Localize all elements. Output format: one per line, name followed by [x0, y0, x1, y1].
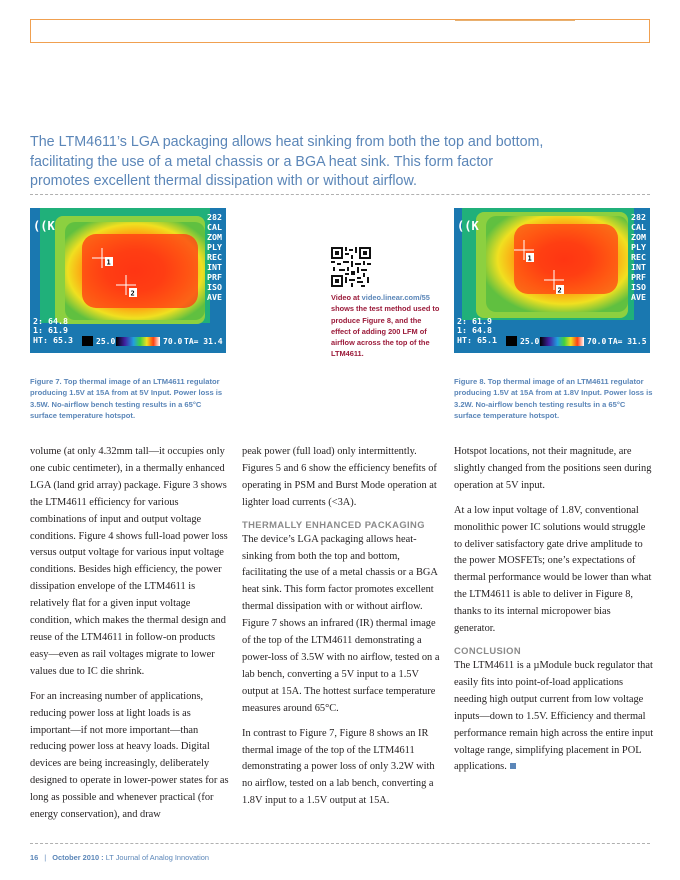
svg-text:HT: 65.1: HT: 65.1 [457, 335, 497, 345]
fig8-ta: TA= 31.5 [608, 337, 647, 346]
footer-journal: LT Journal of Analog Innovation [105, 853, 209, 862]
svg-text:HT: 65.3: HT: 65.3 [33, 335, 73, 345]
section-heading: THERMALLY ENHANCED PACKAGING [242, 518, 425, 530]
svg-text:PLY: PLY [207, 242, 222, 252]
svg-text:AVE: AVE [631, 292, 646, 302]
body-column-1 [30, 444, 230, 824]
svg-text:CAL: CAL [207, 222, 222, 232]
svg-text:PRF: PRF [631, 272, 646, 282]
fig7-readout [33, 316, 73, 345]
svg-text:2: 61.9: 2: 61.9 [457, 316, 492, 326]
figure8-thermal-image [454, 208, 650, 353]
divider-bottom [30, 843, 650, 844]
footer-separator: | [44, 853, 47, 862]
paragraph: Hotspot locations, not their magnitude, are slightly changed from the positions seen during operation at 5V input. [454, 446, 652, 491]
svg-text:1: 64.8: 1: 64.8 [457, 325, 492, 335]
page-number: 16 [30, 853, 39, 862]
fig8-marker2: 2 [557, 286, 562, 295]
svg-text:ZOM: ZOM [631, 232, 646, 242]
footer-issue: October 2010 : [52, 853, 104, 862]
paragraph: At a low input voltage of 1.8V, conventional monolithic power IC solutions would struggle to deliver satisfactory gate drive amplitude to the power MOSFETs; one’s expectations of thermal performance would be lower than what the LTM4611 is able to deliver in Figure 8, thanks to its internal micropower bias generator. [454, 504, 652, 635]
paragraph: In contrast to Figure 7, Figure 8 shows an IR thermal image of the top of the LTM4611 demonstrating a power loss of only 3.2W with no airflow, tested on a lab bench, converting a 1.8V input to a 1.5V output at 15A. [242, 727, 435, 807]
svg-text:AVE: AVE [207, 292, 222, 302]
fig8-menu [631, 212, 646, 302]
qr-code[interactable] [331, 247, 371, 287]
header-bar [30, 19, 650, 43]
fig7-scale-low: 25.0 [96, 337, 116, 346]
svg-text:REC: REC [631, 252, 646, 262]
header-accent-line [455, 20, 575, 21]
footer [30, 853, 209, 862]
svg-text:PRF: PRF [207, 272, 222, 282]
pull-quote: The LTM4611’s LGA packaging allows heat sinking from both the top and bottom, facilitating the use of a metal chassis or a BGA heat sink. This form factor promotes excellent thermal dissipation with or without airflow. [30, 134, 544, 189]
fig8-readout [457, 316, 497, 345]
section-heading: CONCLUSION [454, 644, 522, 656]
figure8-caption: Figure 8. Top thermal image of an LTM4611 regulator producing 1.5V at 15A from at 1.8V Input. Power loss is 3.2W. No-airflow bench testing results in a 65°C surface temperature hotspot. [454, 377, 653, 420]
fig8-scale-high: 70.0 [587, 337, 607, 346]
camera-logo: ((K [457, 219, 479, 233]
end-mark-icon [510, 763, 516, 769]
svg-text:PLY: PLY [631, 242, 646, 252]
svg-text:ZOM: ZOM [207, 232, 222, 242]
video-note: Video at video.linear.com/55 shows the test method used to produce Figure 8, and the effect of adding 200 LFM of airflow across the top of the LTM4611. [331, 293, 440, 359]
paragraph: For an increasing number of applications, reducing power loss at light loads is as important—if not more important—than reducing power loss at heavy loads. Digital devices are being increasingly, deliberately designed to operate in lower-power states for as long as possible and whenever practical (for energy conservation), and draw [30, 690, 229, 821]
svg-text:282: 282 [207, 212, 222, 222]
fig7-marker2: 2 [130, 289, 135, 298]
fig7-scale-high: 70.0 [163, 337, 183, 346]
video-link[interactable]: video.linear.com/55 [361, 293, 430, 302]
paragraph: volume (at only 4.32mm tall—it occupies only one cubic centimeter), in a thermally enhanced LGA (land grid array) package. Figure 3 shows the LTM4611 efficiency for various combinations of input and output voltage conditions. Figure 4 shows full-load power loss versus output voltage for various input voltage conditions. Besides high efficiency, the power dissipation envelope of the LTM4611 is relatively flat for a given input voltage condition, which makes the thermal design and reuse of the LTM4611 in follow-on products easy—even as rail voltages migrate to lower values due to IC die shrink. [30, 446, 228, 677]
paragraph: The LTM4611 is a µModule buck regulator that easily fits into point-of-load applications needing high output current from low voltage inputs—down to 1.5V. Efficiency and thermal performance remain high across the entire input voltage range, simplifying placement in POL applications. [454, 659, 654, 773]
fig7-color-scale [116, 337, 160, 346]
body-column-3 [454, 444, 654, 776]
fig8-color-scale [540, 337, 584, 346]
svg-text:INT: INT [207, 262, 222, 272]
svg-text:REC: REC [207, 252, 222, 262]
divider-top [30, 194, 650, 195]
fig8-scale-low: 25.0 [520, 337, 540, 346]
figure7-caption: Figure 7. Top thermal image of an LTM4611 regulator producing 1.5V at 15A from at 5V Input. Power loss is 3.5W. No-airflow bench testing results in a 65°C surface temperature hotspot. [30, 377, 223, 420]
fig8-marker1: 1 [527, 254, 532, 263]
body-column-2 [242, 444, 442, 810]
fig7-marker1: 1 [106, 258, 111, 267]
paragraph: The device’s LGA packaging allows heat-sinking from both the top and bottom, facilitating the use of a metal chassis or a BGA heat sink. This form factor promotes excellent thermal dissipation with or without airflow. Figure 7 shows an infrared (IR) thermal image of the top of the LTM4611 demonstrating a power-loss of 3.5W with no airflow, tested on a lab bench, converting a 5V input to a 1.5V output at 15A. The hottest surface temperature measures around 65°C. [242, 533, 440, 714]
svg-text:1: 61.9: 1: 61.9 [33, 325, 68, 335]
svg-text:2: 64.8: 2: 64.8 [33, 316, 68, 326]
svg-text:CAL: CAL [631, 222, 646, 232]
fig7-ta: TA= 31.4 [184, 337, 223, 346]
svg-text:ISO: ISO [207, 282, 222, 292]
svg-text:282: 282 [631, 212, 646, 222]
fig7-menu [207, 212, 222, 302]
figure7-thermal-image [30, 208, 226, 353]
camera-logo: ((K [33, 219, 55, 233]
svg-text:ISO: ISO [631, 282, 646, 292]
paragraph: peak power (full load) only intermittently. Figures 5 and 6 show the efficiency benefits of operating in PSM and Burst Mode operation at lighter load currents (<3A). [242, 446, 437, 508]
svg-text:INT: INT [631, 262, 646, 272]
